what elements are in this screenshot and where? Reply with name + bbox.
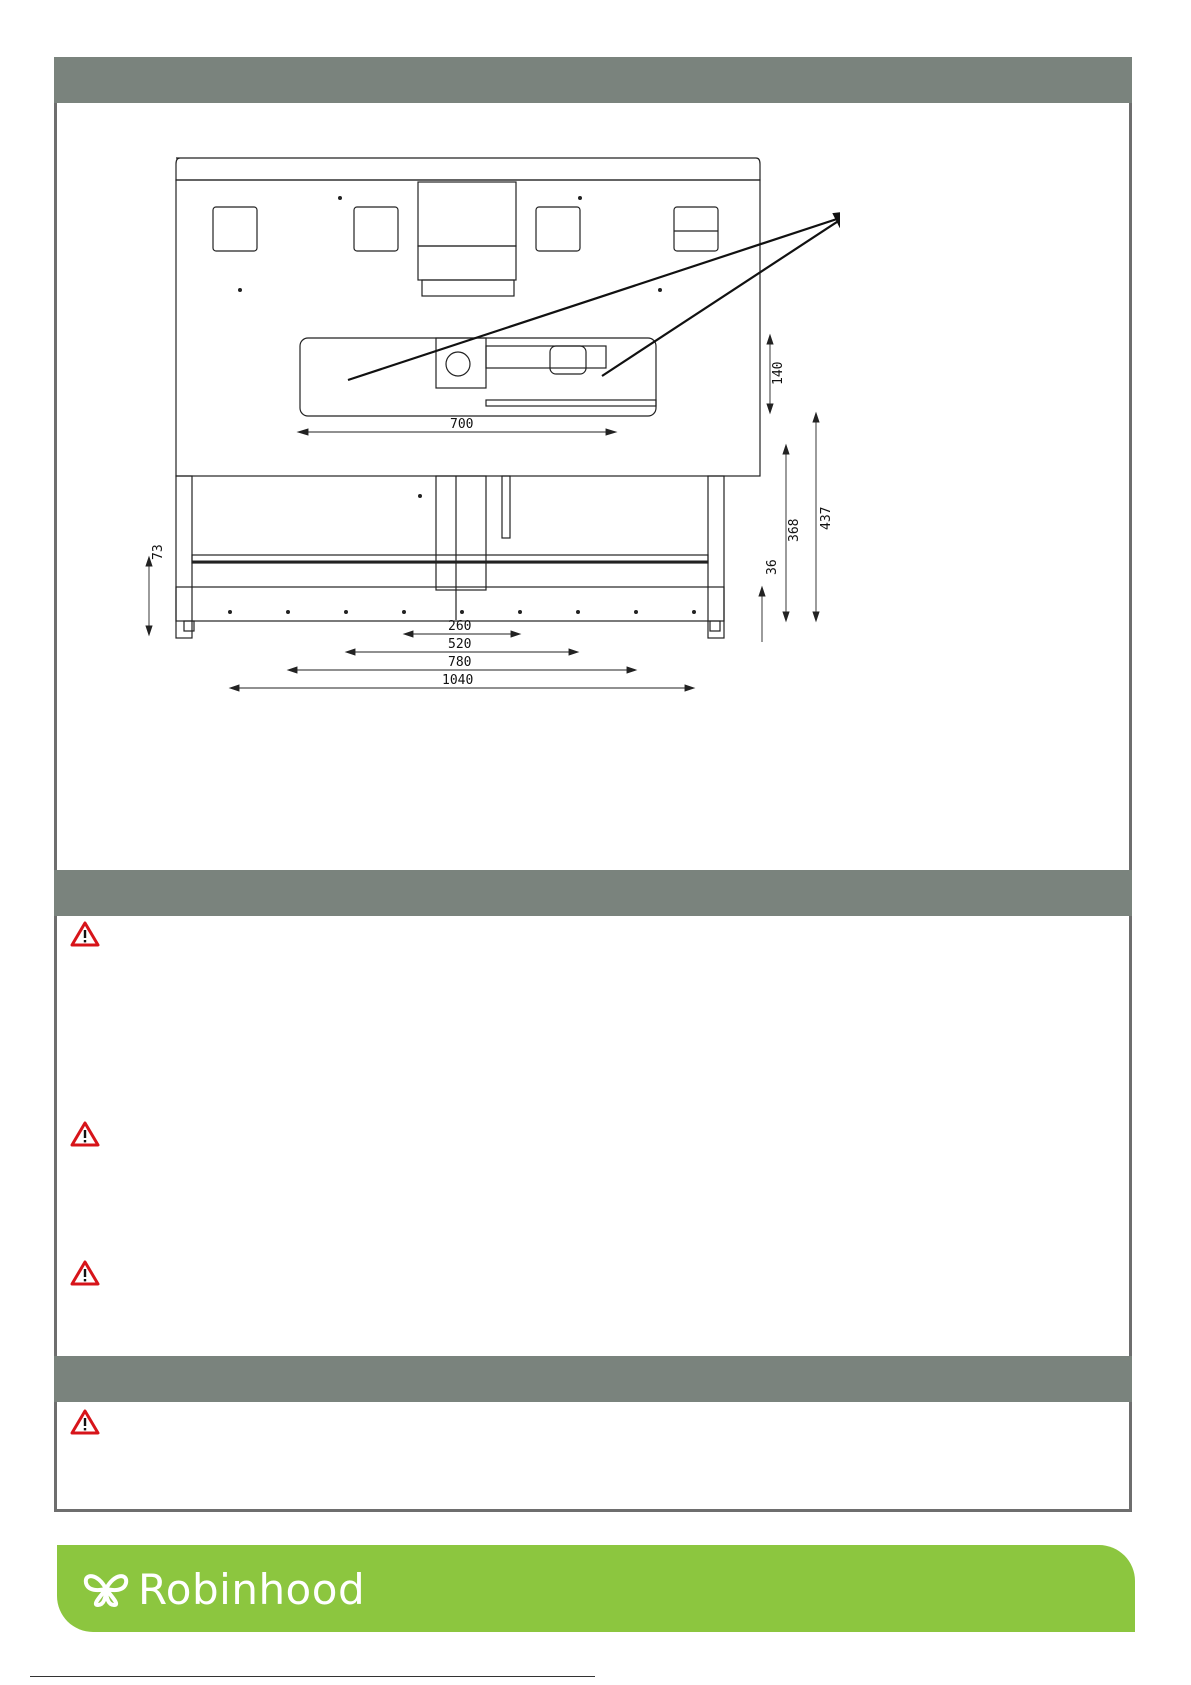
brand-name: Robinhood [138, 1564, 366, 1614]
dim-140: 140 [771, 361, 786, 385]
butterfly-icon [82, 1569, 130, 1609]
warning-triangle-icon [70, 1409, 100, 1435]
dim-36: 36 [765, 559, 780, 575]
dim-1040: 1040 [442, 673, 474, 688]
dim-368: 368 [787, 518, 802, 542]
section-header-bar-3 [54, 1356, 1132, 1402]
brand-logo [82, 1559, 365, 1619]
section-header-bar-1 [54, 57, 1132, 103]
warning-triangle-icon [70, 1121, 100, 1147]
warning-triangle-icon [70, 921, 100, 947]
bottom-rule [30, 1676, 595, 1677]
footer-banner [57, 1545, 1135, 1632]
dim-520: 520 [448, 637, 472, 652]
dim-260: 260 [448, 619, 472, 634]
dim-700: 700 [450, 417, 474, 432]
warning-triangle-icon [70, 1260, 100, 1286]
dim-780: 780 [448, 655, 472, 670]
dim-437: 437 [819, 506, 834, 530]
technical-drawing [140, 150, 840, 710]
section-header-bar-2 [54, 870, 1132, 916]
dim-73: 73 [151, 544, 166, 560]
